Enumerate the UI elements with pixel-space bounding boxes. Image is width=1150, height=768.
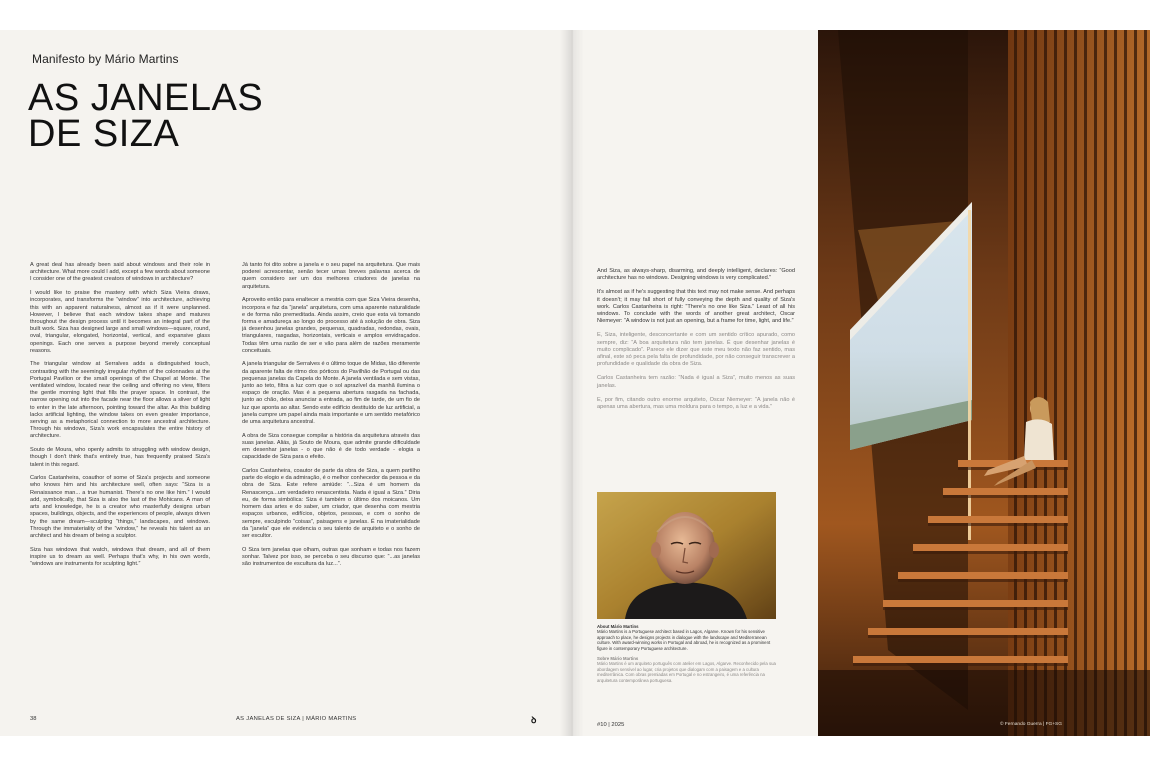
photo-credit: © Fernando Guerra | FG+SG bbox=[1000, 722, 1062, 727]
paragraph: I would like to praise the mastery with which Siza Vieira draws, incorporates, and transforms the “window” into architecture, achieving this with an apparent naturalness, almost as if it were unplanned. However, I believe that each window takes shape and matures throughout the design process until it becomes an integral part of the built work. Siza has designed large and small windows—square, round, oval, triangular, elongated, horizontal, vertical, and expansive glass openings. Each one serves a purpose beyond merely conceptual reasons. bbox=[30, 290, 210, 354]
paragraph: Aproveito então para enaltecer a mestria com que Siza Vieira desenha, incorpora e faz da “janela” arquitetura, com uma aparente naturalidade e de forma não premeditada. Ainda assim, creio que esta vá tomando forma e amadureça ao longo do processo até à solução de obra. Siza já desenhou janelas grandes, pequenas, quadradas, redondas, ovais, triangulares, rasgadas, horizontais, verticais e amplos envidraçados. Todas têm uma razão de ser e vão para além de razões meramente conceituais. bbox=[242, 297, 420, 354]
paragraph-pt: Carlos Castanheira tem razão: “Nada é igual a Siza”, muito menos as suas janelas. bbox=[597, 375, 795, 389]
paragraph: Carlos Castanheira, coautor de parte da obra de Siza, a quem partilho parte do elogio e da admiração, é o melhor conhecedor da pessoa e da obra de Siza. Este refere amiúde: “...Siza é um homem da Renascença...um verdadeiro renascentista. Nada é igual a Siza.” Diria eu, de forma simbólica: Siza é também o último dos moicanos. Um homem das artes e do saber, um criador, que desenha com mestria espaços urbanos, edifícios, objetos, pessoas, e com o sonho de sempre, esculpindo “coisas”, paisagens e janelas. É na imaterialidade da “janela” que ele evidencia o seu talento de arquiteto e o sonho de ser escultor. bbox=[242, 468, 420, 539]
paragraph: And Siza, as always-sharp, disarming, and deeply intelligent, declares: “Good architecture has no windows. Designing windows is very complicated.” bbox=[597, 268, 795, 282]
staircase-window-illustration bbox=[818, 30, 1150, 736]
english-text-column bbox=[30, 262, 210, 575]
architecture-photo bbox=[818, 30, 1150, 736]
title-line-2: DE SIZA bbox=[28, 113, 180, 155]
bio-text-pt: Mário Martins é um arquiteto português com atelier em Lagos, Algarve. Reconhecido pela sua abordagem sensível ao lugar, cria projetos que dialogam com a paisagem e a cultura mediterrânica. Com obras premiadas em Portugal e no estrangeiro, é uma referência na arquitetura contemporânea portuguesa. bbox=[597, 661, 776, 683]
paragraph: Souto de Moura, who openly admits to struggling with window design, though I don't think that's entirely true, has frequently praised Siza's talent in this regard. bbox=[30, 447, 210, 468]
spine-shadow bbox=[560, 30, 584, 736]
paragraph: It's almost as if he's suggesting that this text may not make sense. And perhaps it doesn't; it may fall short of fully conveying the depth and quality of Siza's work. Carlos Castanheira is right: “There's no one like Siza.” Least of all his windows. To conclude with the words of another great architect, Oscar Niemeyer: “A window is not just an opening, but a frame for time, light, and life.” bbox=[597, 289, 795, 325]
bio-heading-en: About Mário Martins bbox=[597, 624, 639, 629]
issue-number: #10 | 2025 bbox=[597, 722, 625, 728]
kicker: Manifesto by Mário Martins bbox=[32, 52, 179, 66]
paragraph: A obra de Siza consegue compilar a história da arquitetura através das suas janelas. Aliás, já Souto de Moura, que admite grande dificuldade em desenhar janelas - o que não é de todo verdade - elogia a capacidade de Siza para o efeito. bbox=[242, 432, 420, 461]
paragraph-pt: E, por fim, citando outro enorme arquiteto, Oscar Niemeyer: “A janela não é apenas uma abertura, mas uma moldura para o tempo, a luz e a vida.” bbox=[597, 396, 795, 411]
running-title: AS JANELAS DE SIZA | MÁRIO MARTINS bbox=[236, 716, 357, 722]
paragraph: A janela triangular de Serralves é o último toque de Midas, tão diferente da aparente falta de ritmo dos pórticos do Pavilhão de Portugal ou das pequenas janelas da Capela do Monte. A janela ventilada e sem vistas, junto ao teto, filtra a luz com que o sol aprazível da manhã ilumina o espaço de oração. Mas é a pequena abertura rasgada na fachada, junto ao chão, deixa anunciar a entrada, ao fim de tarde, de um fio de luz que aponta ao altar. Sendo este edifício destituído de luz artificial, a janela cumpre um papel ainda mais importante e um sentido metafórico de uma arquitetura ancestral. bbox=[242, 361, 420, 426]
page-number: 38 bbox=[30, 716, 37, 722]
paragraph: Já tanto foi dito sobre a janela e o seu papel na arquitetura. Que mais poderei acrescentar, senão tecer umas breves palavras acerca de quem considero ser um dos melhores criadores de janelas na arquitetura. bbox=[242, 262, 420, 290]
paragraph: A great deal has already been said about windows and their role in architecture. What more could I add, except a few words about someone I consider one of the greatest creators of windows in architecture? bbox=[30, 262, 210, 283]
title-line-1: AS JANELAS bbox=[28, 77, 264, 119]
paragraph: Carlos Castanheira, coauthor of some of Siza's projects and someone who knows him and his architecture well, often says: “Siza is a Renaissance man... a true humanist. There's no one like him.” I would add, symbolically, that Siza is also the last of the Mohicans. A man of arts and knowledge, he is a creator who masterfully designs urban spaces, buildings, objects, and the experiences of people, always driven by the same dream—sculpting “things,” landscapes, and windows. Through the immateriality of the “window,” he reveals his talent as an architect and his dream of being a sculptor. bbox=[30, 475, 210, 539]
left-page bbox=[0, 30, 572, 736]
article-title bbox=[28, 77, 264, 155]
paragraph: O Siza tem janelas que olham, outras que sonham e todas nos fazem sonhar. Talvez por isso, se perceba o seu discurso que: “...as janelas são instrumentos de escultura da luz...”. bbox=[242, 546, 420, 568]
portrait-illustration bbox=[597, 492, 776, 619]
author-bio bbox=[597, 624, 781, 688]
portuguese-text-column bbox=[242, 262, 420, 575]
paragraph: Siza has windows that watch, windows that dream, and all of them inspire us to dream as well. Perhaps that's why, in his own words, “windows are instruments for sculpting light.” bbox=[30, 546, 210, 568]
bio-text-en: Mário Martins is a Portuguese architect based in Lagos, Algarve. Known for his sensitive approach to place, he designs projects in dialogue with the landscape and Mediterranean culture. With award-winning works in Portugal and abroad, he is recognized as a prominent figure in contemporary Portuguese architecture. bbox=[597, 629, 771, 651]
magazine-logo-icon: ꝺ bbox=[531, 715, 537, 725]
bio-heading-pt: Sobre Mário Martins bbox=[597, 656, 639, 662]
paragraph: The triangular window at Serralves adds a distinguished touch, contrasting with the seemingly irregular rhythm of the colonnades at the Portugal Pavilion or the small openings of the Chapel at Monte. The ventilated window, located near the ceiling and offering no view, filters the gentle morning light that fills the prayer space. In contrast, the narrow opening out into the facade near the floor allows a sliver of light to enter in the late afternoon, pointing toward the altar. As this building lacks artificial lighting, the window takes on even greater importance, serving as a metaphorical connection to more ancestral architecture. Through his windows, Siza's work encapsulates the entire history of architecture. bbox=[30, 361, 210, 440]
closing-text-column bbox=[597, 268, 795, 418]
author-portrait-image bbox=[597, 492, 776, 619]
paragraph-pt: E, Siza, inteligente, desconcertante e com um sentido crítico apurado, como sempre, diz: “A boa arquitetura não tem janelas. É que desenhar janelas é muito complicado”. Parece ele dizer que este meu texto não faz sentido, mas afinal, este só peca pela falta de profundidade, por não conseguir transcrever a profundidade e qualidade da obra de Siza. bbox=[597, 332, 795, 368]
